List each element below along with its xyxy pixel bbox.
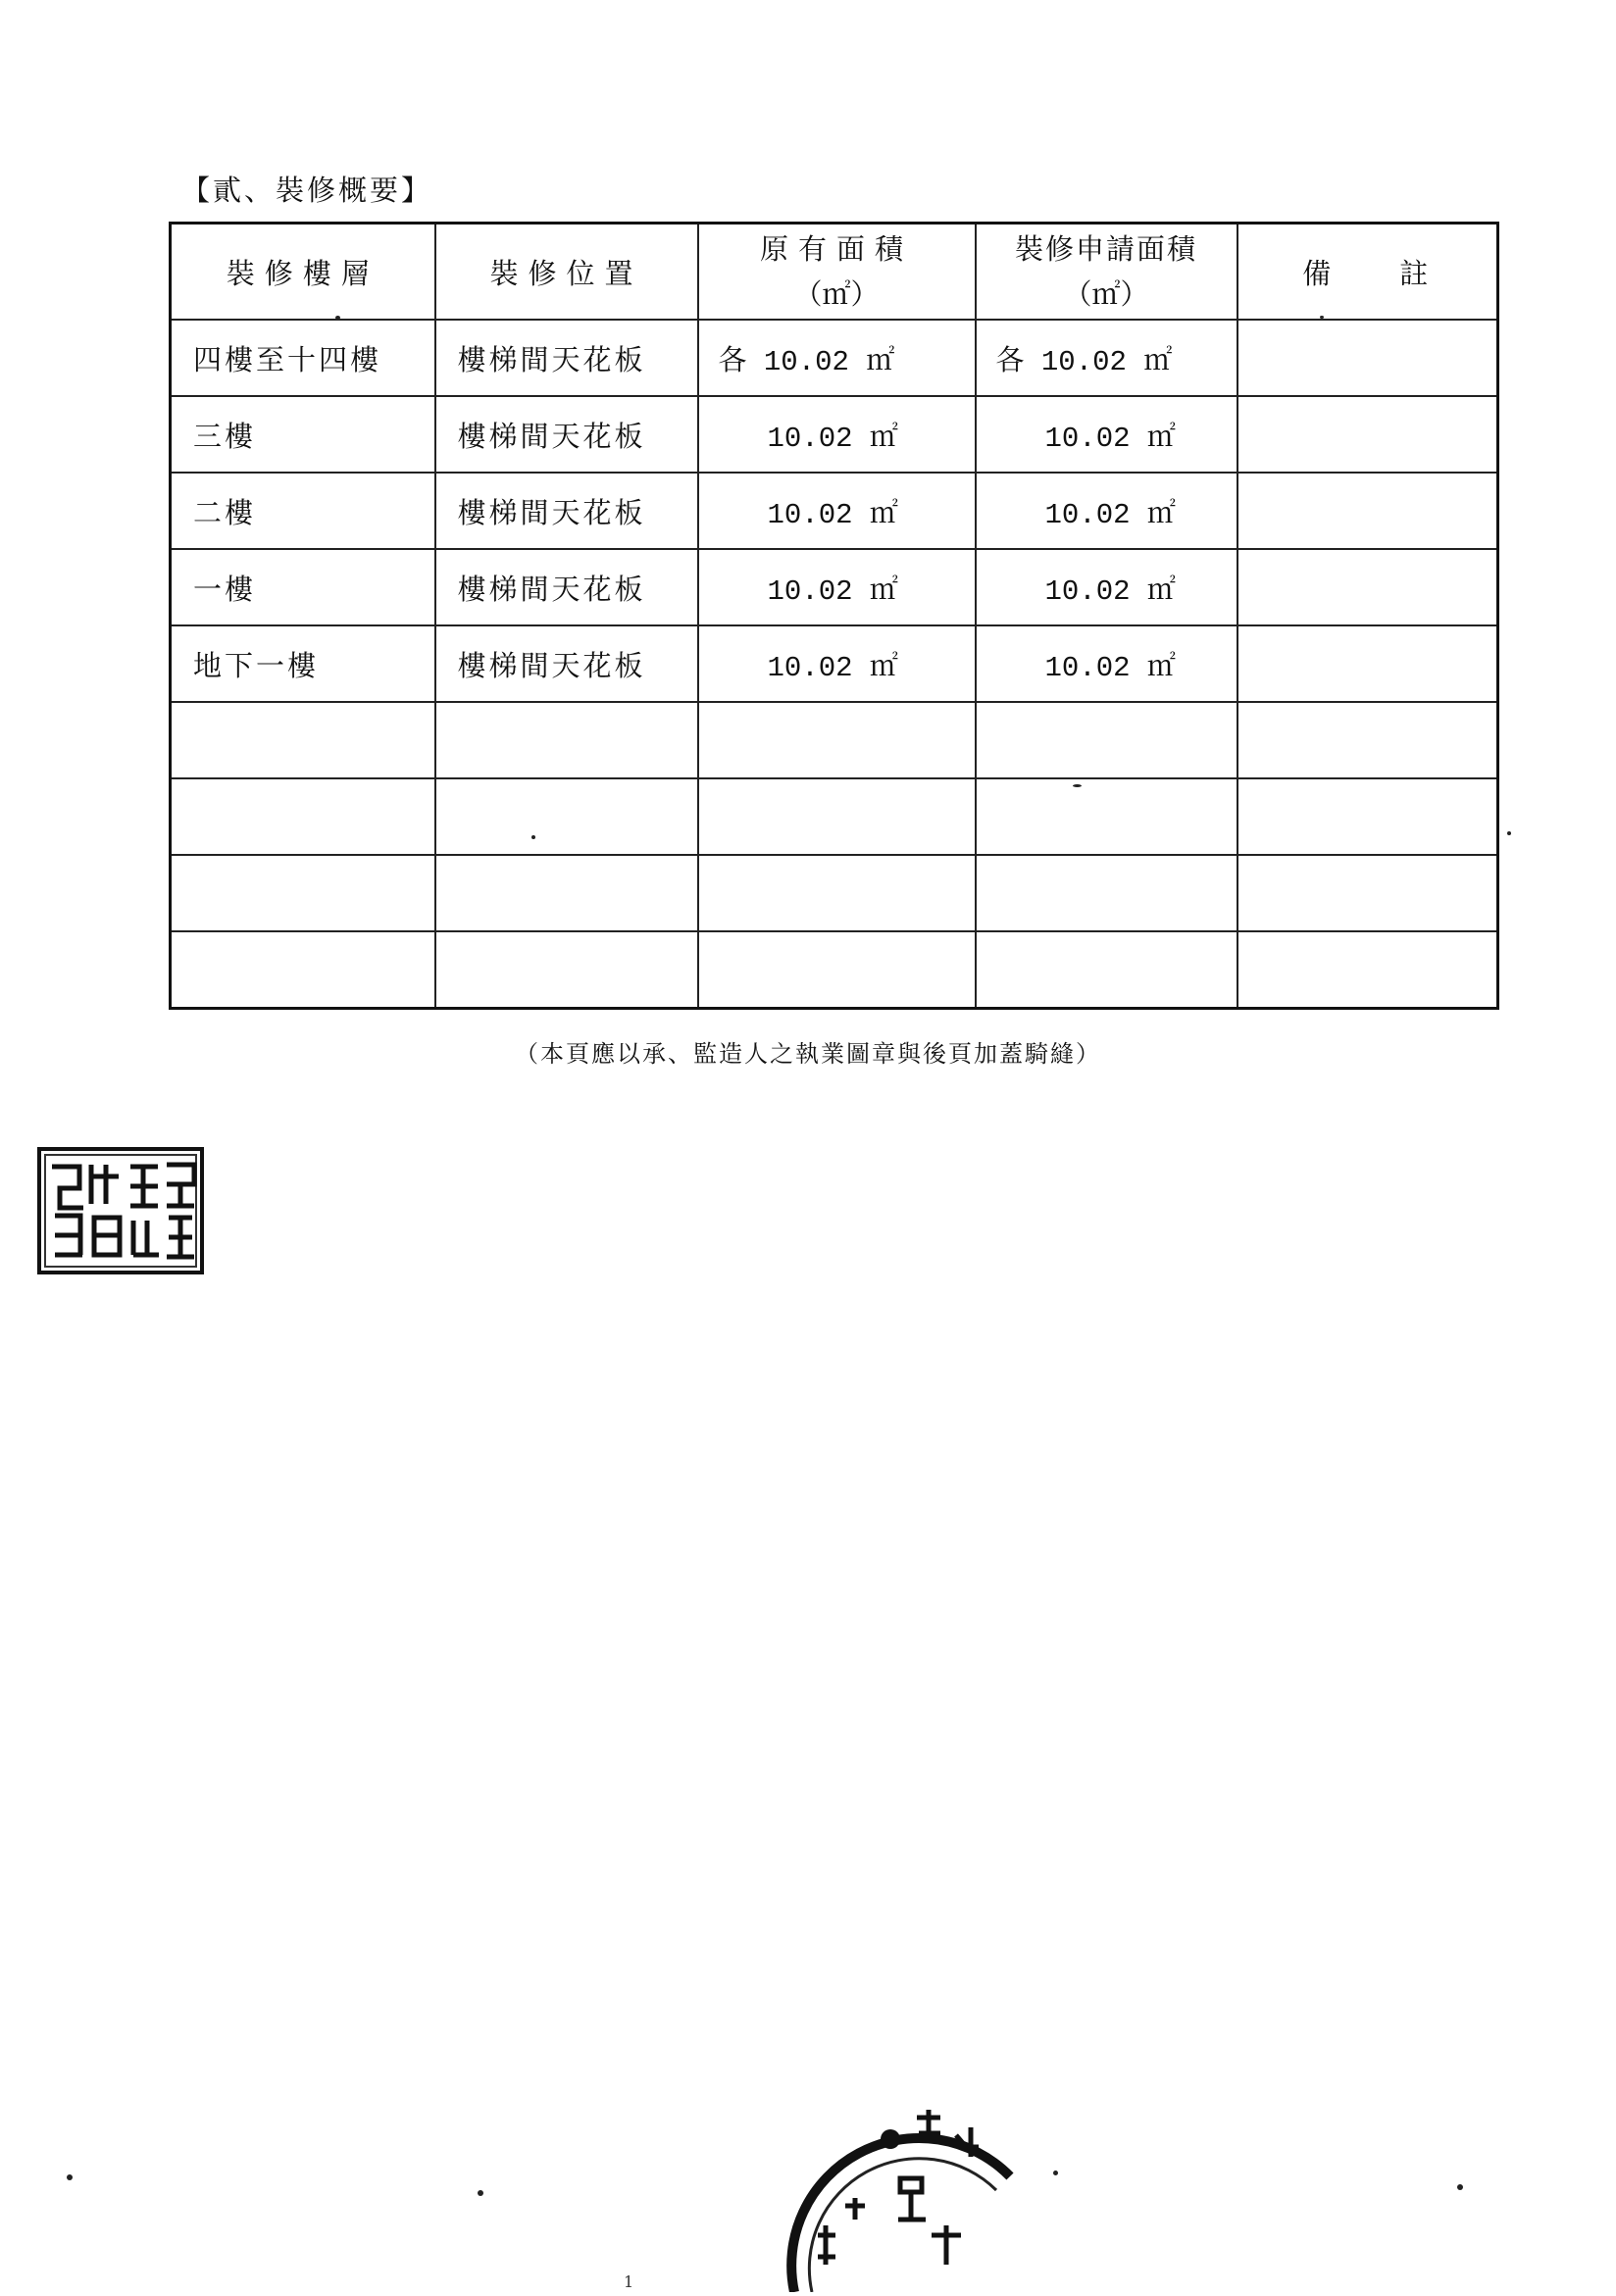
- cell-floor: 二樓: [171, 473, 435, 549]
- header-applied-area-unit: （㎡）: [1063, 277, 1149, 311]
- cell-applied-area: [976, 702, 1237, 778]
- table-row-empty: [171, 778, 1498, 855]
- cell-floor: [171, 855, 435, 931]
- header-position: 裝修位置: [435, 224, 698, 321]
- cell-floor: 一樓: [171, 549, 435, 625]
- cell-position: 樓梯間天花板: [435, 396, 698, 473]
- table-row: [171, 320, 1498, 396]
- scan-speck: [335, 316, 340, 320]
- cell-applied-area: 10.02 ㎡: [976, 473, 1237, 549]
- scan-speck: [1507, 831, 1511, 835]
- cell-applied-area: [976, 778, 1237, 855]
- cell-remarks: [1237, 396, 1498, 473]
- cell-original-area: 各 10.02 ㎡: [698, 320, 976, 396]
- cell-position: 樓梯間天花板: [435, 320, 698, 396]
- header-applied-area-label: 裝修申請面積: [1014, 232, 1197, 266]
- renovation-summary-table: [169, 222, 1499, 1010]
- table-row-empty: [171, 702, 1498, 778]
- cell-remarks: [1237, 702, 1498, 778]
- cell-remarks: [1237, 625, 1498, 702]
- page-number: 1: [624, 2272, 634, 2291]
- table-header-row: [171, 224, 1498, 321]
- cell-original-area: 10.02 ㎡: [698, 549, 976, 625]
- cell-applied-area: 10.02 ㎡: [976, 549, 1237, 625]
- cell-remarks: [1237, 320, 1498, 396]
- cell-position: [435, 778, 698, 855]
- cell-remarks: [1237, 473, 1498, 549]
- scan-speck: [1457, 2184, 1463, 2190]
- cell-original-area: [698, 855, 976, 931]
- cell-position: 樓梯間天花板: [435, 625, 698, 702]
- cell-applied-area: 10.02 ㎡: [976, 396, 1237, 473]
- cell-original-area: 10.02 ㎡: [698, 473, 976, 549]
- section-title: 【貳、裝修概要】: [181, 174, 433, 207]
- table-row: [171, 549, 1498, 625]
- cell-remarks: [1237, 549, 1498, 625]
- cell-original-area: [698, 778, 976, 855]
- scan-speck: [1073, 784, 1082, 787]
- header-remarks: 備 註: [1237, 224, 1498, 321]
- table-row: [171, 625, 1498, 702]
- header-original-area-unit: （㎡）: [793, 277, 880, 311]
- cell-floor: 三樓: [171, 396, 435, 473]
- cell-position: [435, 702, 698, 778]
- cell-remarks: [1237, 855, 1498, 931]
- cell-floor: [171, 778, 435, 855]
- cell-floor: 四樓至十四樓: [171, 320, 435, 396]
- scan-speck: [478, 2190, 483, 2196]
- table-row-empty: [171, 855, 1498, 931]
- architect-seal-stamp: [37, 1147, 204, 1274]
- cell-position: 樓梯間天花板: [435, 549, 698, 625]
- cell-floor: [171, 931, 435, 1009]
- header-original-area-label: 原有面積: [759, 232, 913, 266]
- cell-floor: 地下一樓: [171, 625, 435, 702]
- cell-original-area: [698, 702, 976, 778]
- cell-original-area: 10.02 ㎡: [698, 396, 976, 473]
- scan-speck: [1320, 316, 1324, 319]
- cell-original-area: 10.02 ㎡: [698, 625, 976, 702]
- cell-applied-area: [976, 855, 1237, 931]
- scan-speck: [531, 835, 535, 839]
- official-round-seal: [775, 2088, 1030, 2292]
- header-applied-area: [976, 224, 1237, 321]
- cell-original-area: [698, 931, 976, 1009]
- cell-applied-area: 10.02 ㎡: [976, 625, 1237, 702]
- table-row: [171, 473, 1498, 549]
- cell-floor: [171, 702, 435, 778]
- cell-remarks: [1237, 931, 1498, 1009]
- scan-speck: [1053, 2171, 1058, 2175]
- scan-speck: [67, 2174, 73, 2180]
- table-row: [171, 396, 1498, 473]
- cell-applied-area: [976, 931, 1237, 1009]
- cell-remarks: [1237, 778, 1498, 855]
- header-original-area: [698, 224, 976, 321]
- cell-position: 樓梯間天花板: [435, 473, 698, 549]
- cell-applied-area: 各 10.02 ㎡: [976, 320, 1237, 396]
- cell-position: [435, 931, 698, 1009]
- seam-stamp-note: （本頁應以承、監造人之執業圖章與後頁加蓋騎縫）: [515, 1040, 1101, 1068]
- cell-position: [435, 855, 698, 931]
- table-row-empty: [171, 931, 1498, 1009]
- header-floor: 裝修樓層: [171, 224, 435, 321]
